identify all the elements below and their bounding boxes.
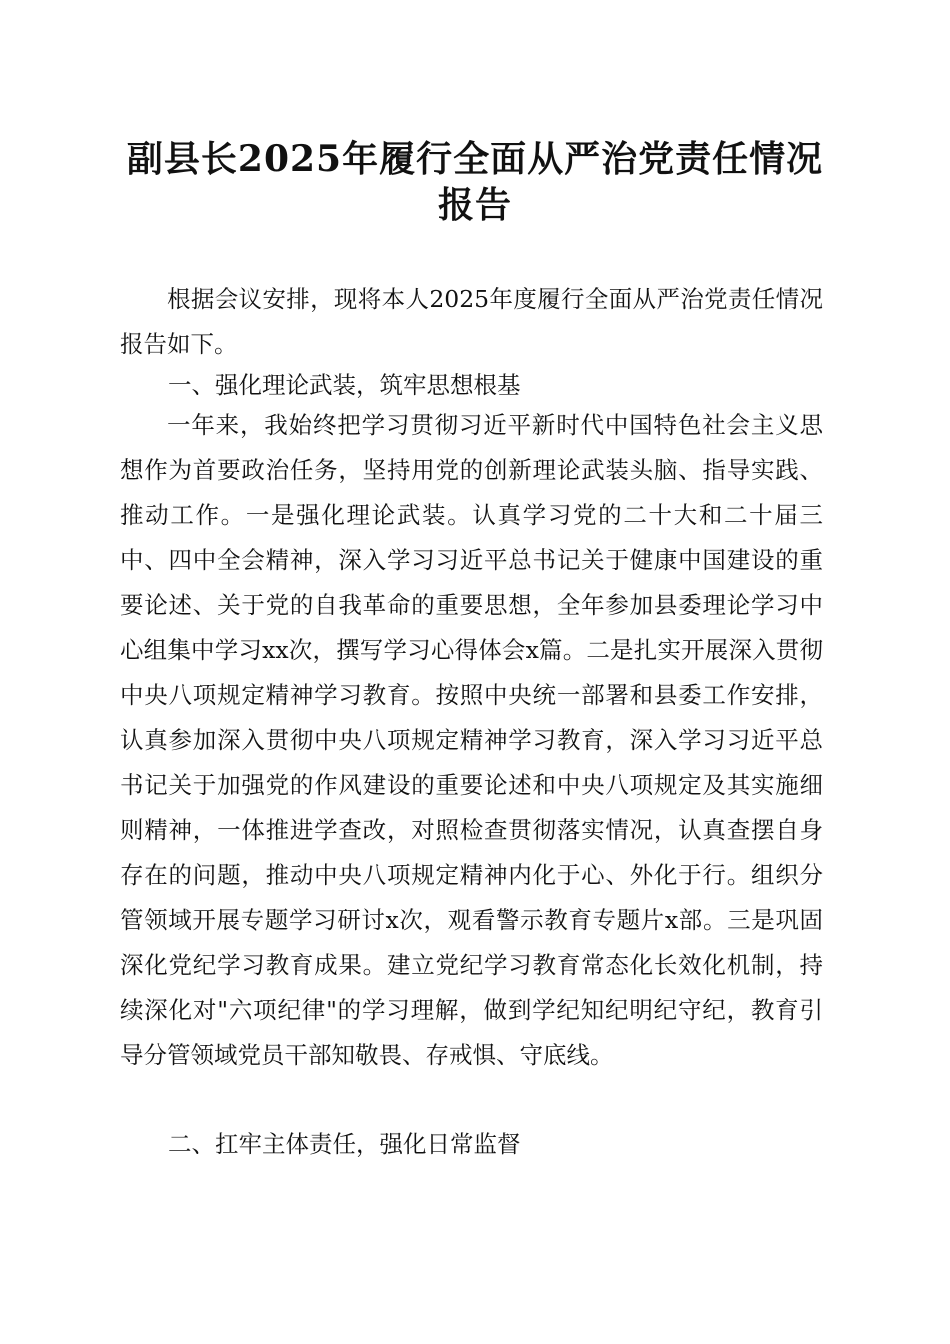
- intro-paragraph: 根据会议安排，现将本人2025年度履行全面从严治党责任情况报告如下。: [120, 285, 823, 358]
- section-heading-2: 二、扛牢主体责任，强化日常监督: [168, 1130, 521, 1158]
- document-title: 副县长2025年履行全面从严治党责任情况报告: [126, 138, 824, 226]
- section-heading-1: 一、强化理论武装，筑牢思想根基: [168, 371, 521, 399]
- section-1-paragraph: 一年来，我始终把学习贯彻习近平新时代中国特色社会主义思想作为首要政治任务，坚持用党的创新理论武装头脑、指导实践、推动工作。一是强化理论武装。认真学习党的二十大和二十届三中、四中全会精神，深入学习习近平总书记关于健康中国建设的重要论述、关于党的自我革命的重要思想，全年参加县委理论学习中心组集中学习xx次，撰写学习心得体会x篇。二是扎实开展深入贯彻中央八项规定精神学习教育。按照中央统一部署和县委工作安排，认真参加深入贯彻中央八项规定精神学习教育，深入学习习近平总书记关于加强党的作风建设的重要论述和中央八项规定及其实施细则精神，一体推进学查改，对照检查贯彻落实情况，认真查摆自身存在的问题，推动中央八项规定精神内化于心、外化于行。组织分管领域开展专题学习研讨x次，观看警示教育专题片x部。三是巩固深化党纪学习教育成果。建立党纪学习教育常态化长效化机制，持续深化对"六项纪律"的学习理解，做到学纪知纪明纪守纪，教育引导分管领域党员干部知敬畏、存戒惧、守底线。: [120, 411, 823, 1069]
